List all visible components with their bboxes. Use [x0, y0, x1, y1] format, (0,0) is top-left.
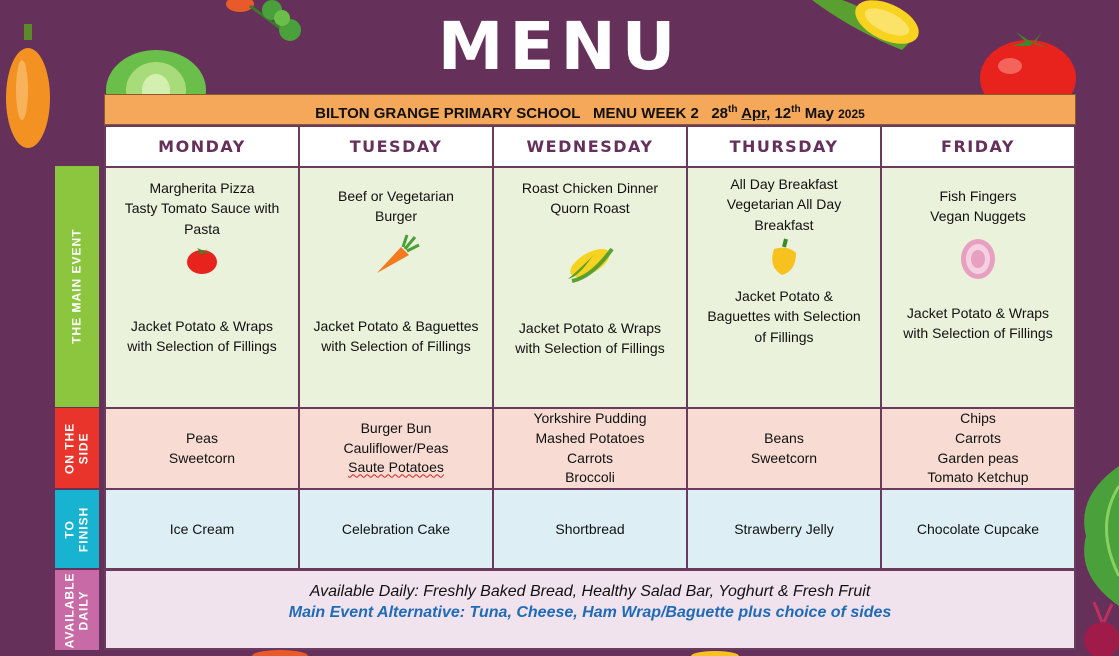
main-dish-line: Burger	[374, 208, 418, 225]
row-label-main-event: THE MAIN EVENT	[55, 166, 99, 407]
onion-icon	[958, 237, 998, 281]
day-wednesday: WEDNESDAY	[493, 126, 687, 167]
day-friday: FRIDAY	[881, 126, 1075, 167]
side-monday: Peas Sweetcorn	[105, 408, 299, 489]
main-alt-line: Baguettes with Selection	[707, 308, 861, 325]
to-finish-row	[105, 489, 1075, 569]
main-alt-line: with Selection of Fillings	[127, 338, 277, 355]
available-daily-text: Available Daily: Freshly Baked Bread, Healthy Salad Bar, Yoghurt & Fresh Fruit	[309, 583, 871, 600]
day-tuesday: TUESDAY	[299, 126, 493, 167]
main-dish-line: Breakfast	[754, 216, 814, 233]
on-the-side-row	[105, 408, 1075, 489]
finish-tuesday: Celebration Cake	[299, 489, 493, 569]
day-header-row	[105, 126, 1075, 167]
date-month-2: May	[804, 105, 834, 122]
main-alt-line: of Fillings	[754, 328, 814, 345]
menu-week: MENU WEEK 2	[592, 105, 699, 122]
main-alt-line: Jacket Potato & Wraps	[518, 320, 662, 336]
finish-friday: Chocolate Cupcake	[881, 489, 1075, 569]
main-dish-line: All Day Breakfast	[730, 176, 838, 192]
main-alt-line: Jacket Potato & Wraps	[906, 305, 1050, 321]
main-alt-line: Jacket Potato &	[734, 288, 834, 304]
main-dish-line: Vegetarian All Day	[726, 196, 842, 213]
pepper-icon	[766, 237, 802, 277]
side-friday: Chips Carrots Garden peas Tomato Ketchup	[881, 408, 1075, 489]
main-alt-line: with Selection of Fillings	[515, 340, 665, 357]
main-event-row	[105, 167, 1075, 408]
tomato-icon	[185, 245, 219, 275]
date-day-1: 28	[711, 105, 729, 122]
main-dish-line: Tasty Tomato Sauce with	[124, 200, 280, 217]
main-dish-line: Quorn Roast	[550, 200, 630, 217]
day-thursday: THURSDAY	[687, 126, 881, 167]
school-name: BILTON GRANGE PRIMARY SCHOOL	[315, 105, 581, 122]
main-dish-line: Vegan Nuggets	[930, 208, 1026, 225]
main-alt-line: Jacket Potato & Baguettes	[313, 318, 479, 334]
date-sup-1: th	[728, 104, 738, 115]
main-dish-line: Beef or Vegetarian	[338, 188, 454, 204]
main-dish-line: Margherita Pizza	[149, 180, 255, 196]
date-day-2: 12	[774, 105, 792, 122]
lettuce-icon	[1076, 466, 1119, 606]
main-tuesday	[299, 167, 493, 408]
main-dish-line: Roast Chicken Dinner	[521, 180, 659, 196]
date-month-1: Apr,	[741, 105, 771, 122]
main-event-alternative-text: Main Event Alternative: Tuna, Cheese, Ham Wrap/Baguette plus choice of sides	[288, 604, 892, 621]
menu-banner	[104, 94, 1076, 125]
main-thursday	[687, 167, 881, 408]
date-year: 2025	[838, 107, 865, 121]
vegetable-bottom-right-icon	[690, 650, 740, 656]
row-label-to-finish: TO FINISH	[55, 490, 99, 568]
side-tuesday: Burger Bun Cauliflower/Peas Saute Potatoes	[299, 408, 493, 489]
side-wednesday: Yorkshire Pudding Mashed Potatoes Carrots Broccoli	[493, 408, 687, 489]
main-friday	[881, 167, 1075, 408]
main-monday	[105, 167, 299, 408]
page-title: MENU	[437, 8, 682, 85]
main-alt-line: with Selection of Fillings	[903, 325, 1053, 342]
main-alt-line: with Selection of Fillings	[321, 338, 471, 355]
menu-table	[104, 125, 1076, 570]
finish-wednesday: Shortbread	[493, 489, 687, 569]
finish-thursday: Strawberry Jelly	[687, 489, 881, 569]
carrot-icon	[371, 233, 421, 277]
main-alt-line: Jacket Potato & Wraps	[130, 318, 274, 334]
row-label-on-the-side: ON THE SIDE	[55, 408, 99, 488]
corn-icon	[562, 237, 618, 287]
day-monday: MONDAY	[105, 126, 299, 167]
side-thursday: Beans Sweetcorn	[687, 408, 881, 489]
beetroot-icon	[1072, 600, 1119, 656]
row-label-available-daily: AVAILABLE DAILY	[55, 570, 99, 650]
finish-monday: Ice Cream	[105, 489, 299, 569]
main-dish-line: Fish Fingers	[939, 188, 1017, 204]
date-sup-2: th	[791, 104, 801, 115]
main-dish-line: Pasta	[184, 220, 220, 237]
available-daily-panel	[104, 569, 1076, 650]
main-wednesday	[493, 167, 687, 408]
